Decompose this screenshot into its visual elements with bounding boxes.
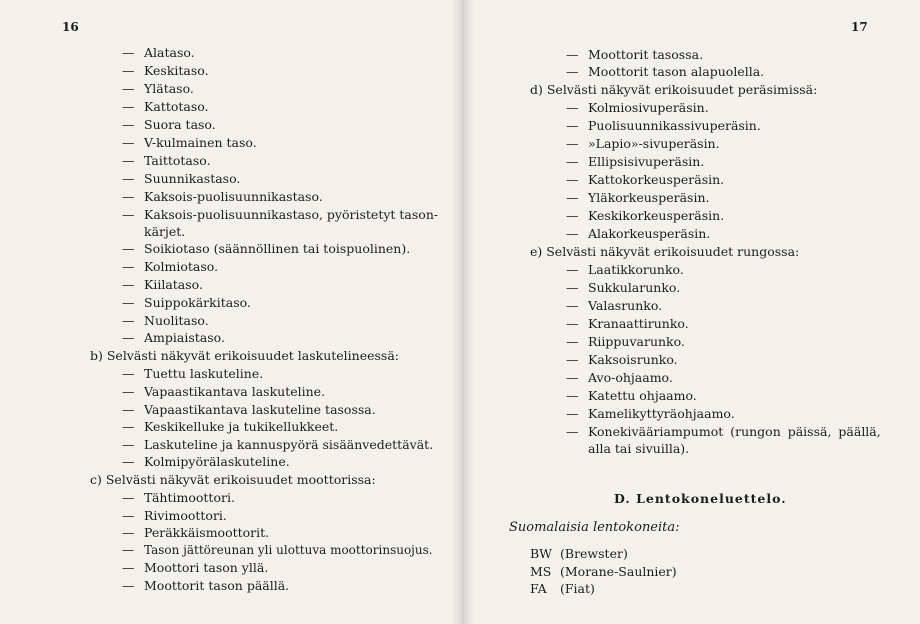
list-item: — Suunnikastaso. (122, 171, 241, 186)
list-item: — Kamelikyttyräohjaamo. (566, 406, 735, 421)
list-item: — Valasrunko. (566, 298, 663, 313)
section-d-heading: d) Selvästi näkyvät erikoisuudet peräsimissä: (530, 82, 818, 97)
list-item: — Rivimoottori. (122, 508, 227, 523)
list-item: — Konekivääriampumot (rungon päissä, päällä, (566, 424, 881, 439)
list-item: — Alataso. (122, 45, 195, 60)
list-item: — Soikiotaso (säännöllinen tai toispuolinen). (122, 241, 411, 256)
list-item: — Avo-ohjaamo. (566, 370, 673, 385)
list-item: — Tuettu laskuteline. (122, 366, 264, 381)
list-item: — Kaksoisrunko. (566, 352, 678, 367)
list-item: — Keskikelluke ja tukikellukkeet. (122, 419, 339, 434)
section-b-heading: b) Selvästi näkyvät erikoisuudet laskutelineessä: (90, 348, 400, 363)
list-item: — Moottorit tason päällä. (122, 578, 290, 593)
list-item: — Suippokärkitaso. (122, 295, 251, 310)
list-item: — Ampiaistaso. (122, 330, 225, 345)
section-c-heading: c) Selvästi näkyvät erikoisuudet moottorissa: (90, 472, 376, 487)
list-item: — »Lapio»-sivuperäsin. (566, 136, 720, 151)
list-item: — Moottorit tasossa. (566, 47, 704, 62)
list-item: — Kolmipyörälaskuteline. (122, 454, 290, 469)
list-item: — Katettu ohjaamo. (566, 388, 697, 403)
list-item: — Keskitaso. (122, 63, 209, 78)
list-item: — Moottorit tason alapuolella. (566, 64, 765, 79)
list-item: — Kattokorkeusperäsin. (566, 172, 725, 187)
list-item: — Kranaattirunko. (566, 316, 689, 331)
list-item: — Taittotaso. (122, 153, 211, 168)
list-item: — Kiilataso. (122, 277, 203, 292)
list-item: — Vapaastikantava laskuteline. (122, 384, 326, 399)
list-item-continuation: kärjet. (144, 224, 186, 239)
list-item: — Kolmiosivuperäsin. (566, 100, 709, 115)
list-item: — Kolmiotaso. (122, 259, 219, 274)
page-number-left: 16 (62, 20, 79, 34)
list-item: — Puolisuunnikassivuperäsin. (566, 118, 761, 133)
book-gutter (452, 0, 474, 624)
section-e-heading: e) Selvästi näkyvät erikoisuudet rungossa: (530, 244, 800, 259)
list-item: — Ylätaso. (122, 81, 194, 96)
list-item: — Laatikkorunko. (566, 262, 684, 277)
list-item: — Kattotaso. (122, 99, 209, 114)
list-item: — Sukkularunko. (566, 280, 681, 295)
list-item: — Suora taso. (122, 117, 216, 132)
list-item: — Laskuteline ja kannuspyörä sisäänvedettävät. (122, 437, 434, 452)
section-heading: D. Lentokoneluettelo. (614, 491, 787, 506)
list-item: — Moottori tason yllä. (122, 560, 269, 575)
list-item: — Yläkorkeusperäsin. (566, 190, 710, 205)
list-item: — Peräkkäismoottorit. (122, 525, 270, 540)
list-item: — Riippuvarunko. (566, 334, 685, 349)
list-item: — Tason jättöreunan yli ulottuva moottorinsuojus. (122, 543, 433, 557)
subheading: Suomalaisia lentokoneita: (509, 520, 680, 535)
aircraft-entry: MS (Morane-Saulnier) (530, 564, 677, 579)
list-item: — Tähtimoottori. (122, 490, 235, 505)
list-item: — Alakorkeusperäsin. (566, 226, 711, 241)
list-item: — Kaksois-puolisuunnikastaso, pyöristetyt tason- (122, 207, 439, 222)
list-item: — Nuolitaso. (122, 313, 209, 328)
aircraft-entry: BW (Brewster) (530, 546, 628, 561)
list-item: — Kaksois-puolisuunnikastaso. (122, 189, 323, 204)
list-item: — Ellipsisivuperäsin. (566, 154, 705, 169)
list-item: — Vapaastikantava laskuteline tasossa. (122, 402, 376, 417)
page-number-right: 17 (851, 20, 868, 34)
list-item-continuation: alla tai sivuilla). (588, 441, 690, 456)
aircraft-entry: FA (Fiat) (530, 581, 595, 596)
list-item: — V-kulmainen taso. (122, 135, 257, 150)
list-item: — Keskikorkeusperäsin. (566, 208, 725, 223)
